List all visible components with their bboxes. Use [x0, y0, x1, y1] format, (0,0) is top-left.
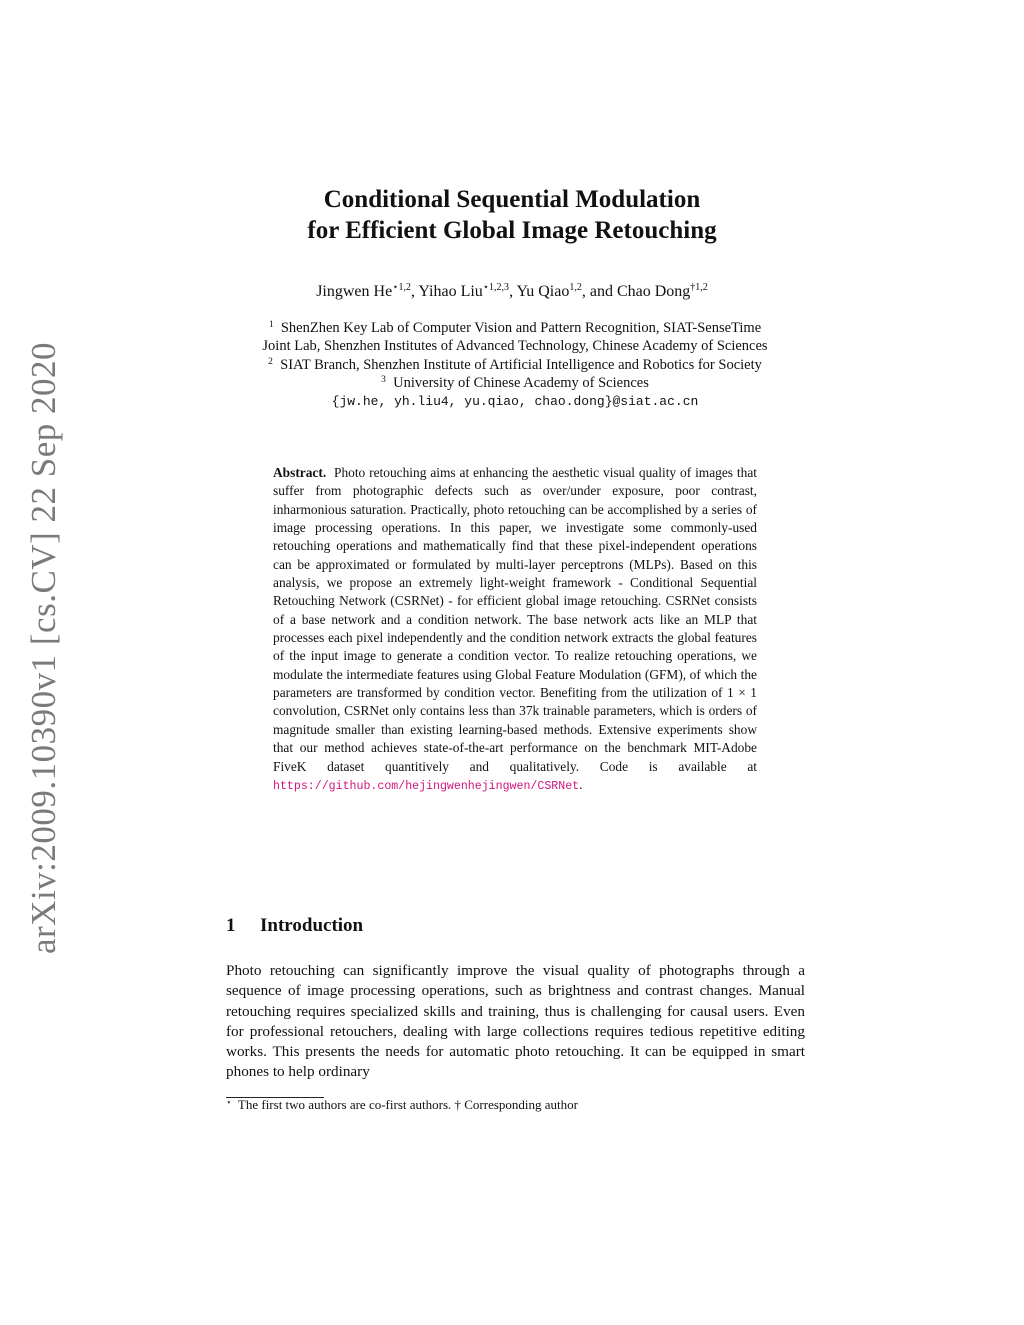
intro-paragraph: Photo retouching can significantly improve the visual quality of photographs through a sequence of image processing operations, such as brightness and contrast changes. Manual retouching requires specialized skills and training, thus is challenging for causal users. Even for professional retouchers, dealing with large collections requires tedious repetitive editing works. This presents the needs for automatic photo retouching. It can be equipped in smart phones to help ordinary — [226, 962, 805, 1081]
affiliation-marker: 1 — [268, 320, 274, 330]
abstract-end: . — [579, 776, 583, 792]
author-name: Yu Qiao — [516, 283, 570, 300]
author-affil-marks: 1,2 — [569, 282, 582, 293]
author-name: and Chao Dong — [589, 283, 691, 300]
section-title: Introduction — [260, 915, 364, 936]
author-affil-marks: ⋆1,2,3 — [482, 282, 510, 293]
affiliation-text: ShenZhen Key Lab of Computer Vision and Pattern Recognition, SIAT-SenseTime — [280, 320, 762, 336]
affiliations — [0, 319, 1024, 411]
affiliation-3 — [0, 374, 1024, 392]
footnote-text: The first two authors are co-first authors. † Corresponding author — [237, 1097, 578, 1112]
footnote — [226, 1097, 578, 1113]
author-affil-marks: †1,2 — [690, 282, 708, 293]
affiliation-1 — [0, 319, 1024, 337]
affiliation-marker: 3 — [381, 375, 386, 386]
author-emails: {jw.he, yh.liu4, yu.qiao, chao.dong}@siat.ac.cn — [331, 393, 699, 409]
affiliation-marker: 2 — [268, 356, 273, 367]
title-line-1: Conditional Sequential Modulation — [323, 186, 701, 213]
paper-title — [0, 184, 1024, 246]
abstract-label: Abstract. — [273, 465, 327, 480]
author-name: Yihao Liu — [418, 283, 483, 300]
title-line-2: for Efficient Global Image Retouching — [307, 217, 717, 244]
affiliation-text: University of Chinese Academy of Sciences — [393, 375, 649, 392]
author-list: Jingwen $He^{⋆1,2}$, Yihao Liu$^{⋆1,2,3}$, Yu Qiao$^{1,2}$, and Chao Dong$^{\dagger 1,2}$ — [316, 282, 708, 300]
arxiv-identifier[interactable]: arXiv:2009.10390v1 [cs.CV] 22 Sep 2020 — [24, 341, 63, 955]
affiliation-2 — [0, 356, 1024, 374]
affiliation-1-cont: Joint Lab, Shenzhen Institutes of Advanced Technology, Chinese Academy of Sciences — [262, 338, 768, 355]
affiliation-text: SIAT Branch, Shenzhen Institute of Artificial Intelligence and Robotics for Society — [280, 356, 762, 373]
abstract-text: Photo retouching aims at enhancing the aesthetic visual quality of images that suffer from photographic defects such as over/under exposure, poor contrast, inharmonious saturation. Practically, photo retouching can be accomplished by a series of image processing operations. In this paper, we investigate some commonly-used retouching operations and mathematically find that these pixel-independent operations can be approximated or formulated by multi-layer perceptrons (MLPs). Based on this analysis, we propose an extremely light-weight framework - Conditional Sequential Retouching Network (CSRNet) - for efficient global image retouching. CSRNet consists of a base network and a condition network. The base network acts like an MLP that processes each pixel independently and the condition network extracts the global features of the input image to generate a condition vector. To realize retouching operations, we modulate the intermediate features using Global Feature Modulation (GFM), of which the parameters are transformed by condition vector. Benefiting from the utilization of 1 × 1 convolution, CSRNet only contains less than 37k trainable parameters, which is orders of magnitude smaller than existing learning-based methods. Extensive experiments show that our method achieves state-of-the-art performance on the benchmark MIT-Adobe FiveK dataset quantitively and qualitatively. Code is available at — [273, 465, 757, 774]
abstract — [273, 464, 757, 796]
author-affil-marks: ⋆1,2 — [392, 282, 411, 293]
code-link[interactable]: https://github.com/hejingwenhejingwen/CSRNet — [273, 779, 580, 793]
section-heading — [226, 915, 363, 937]
footnote-marker: ⋆ — [226, 1097, 232, 1107]
section-number: 1 — [226, 915, 236, 936]
author-name: Jingwen He — [316, 283, 393, 300]
